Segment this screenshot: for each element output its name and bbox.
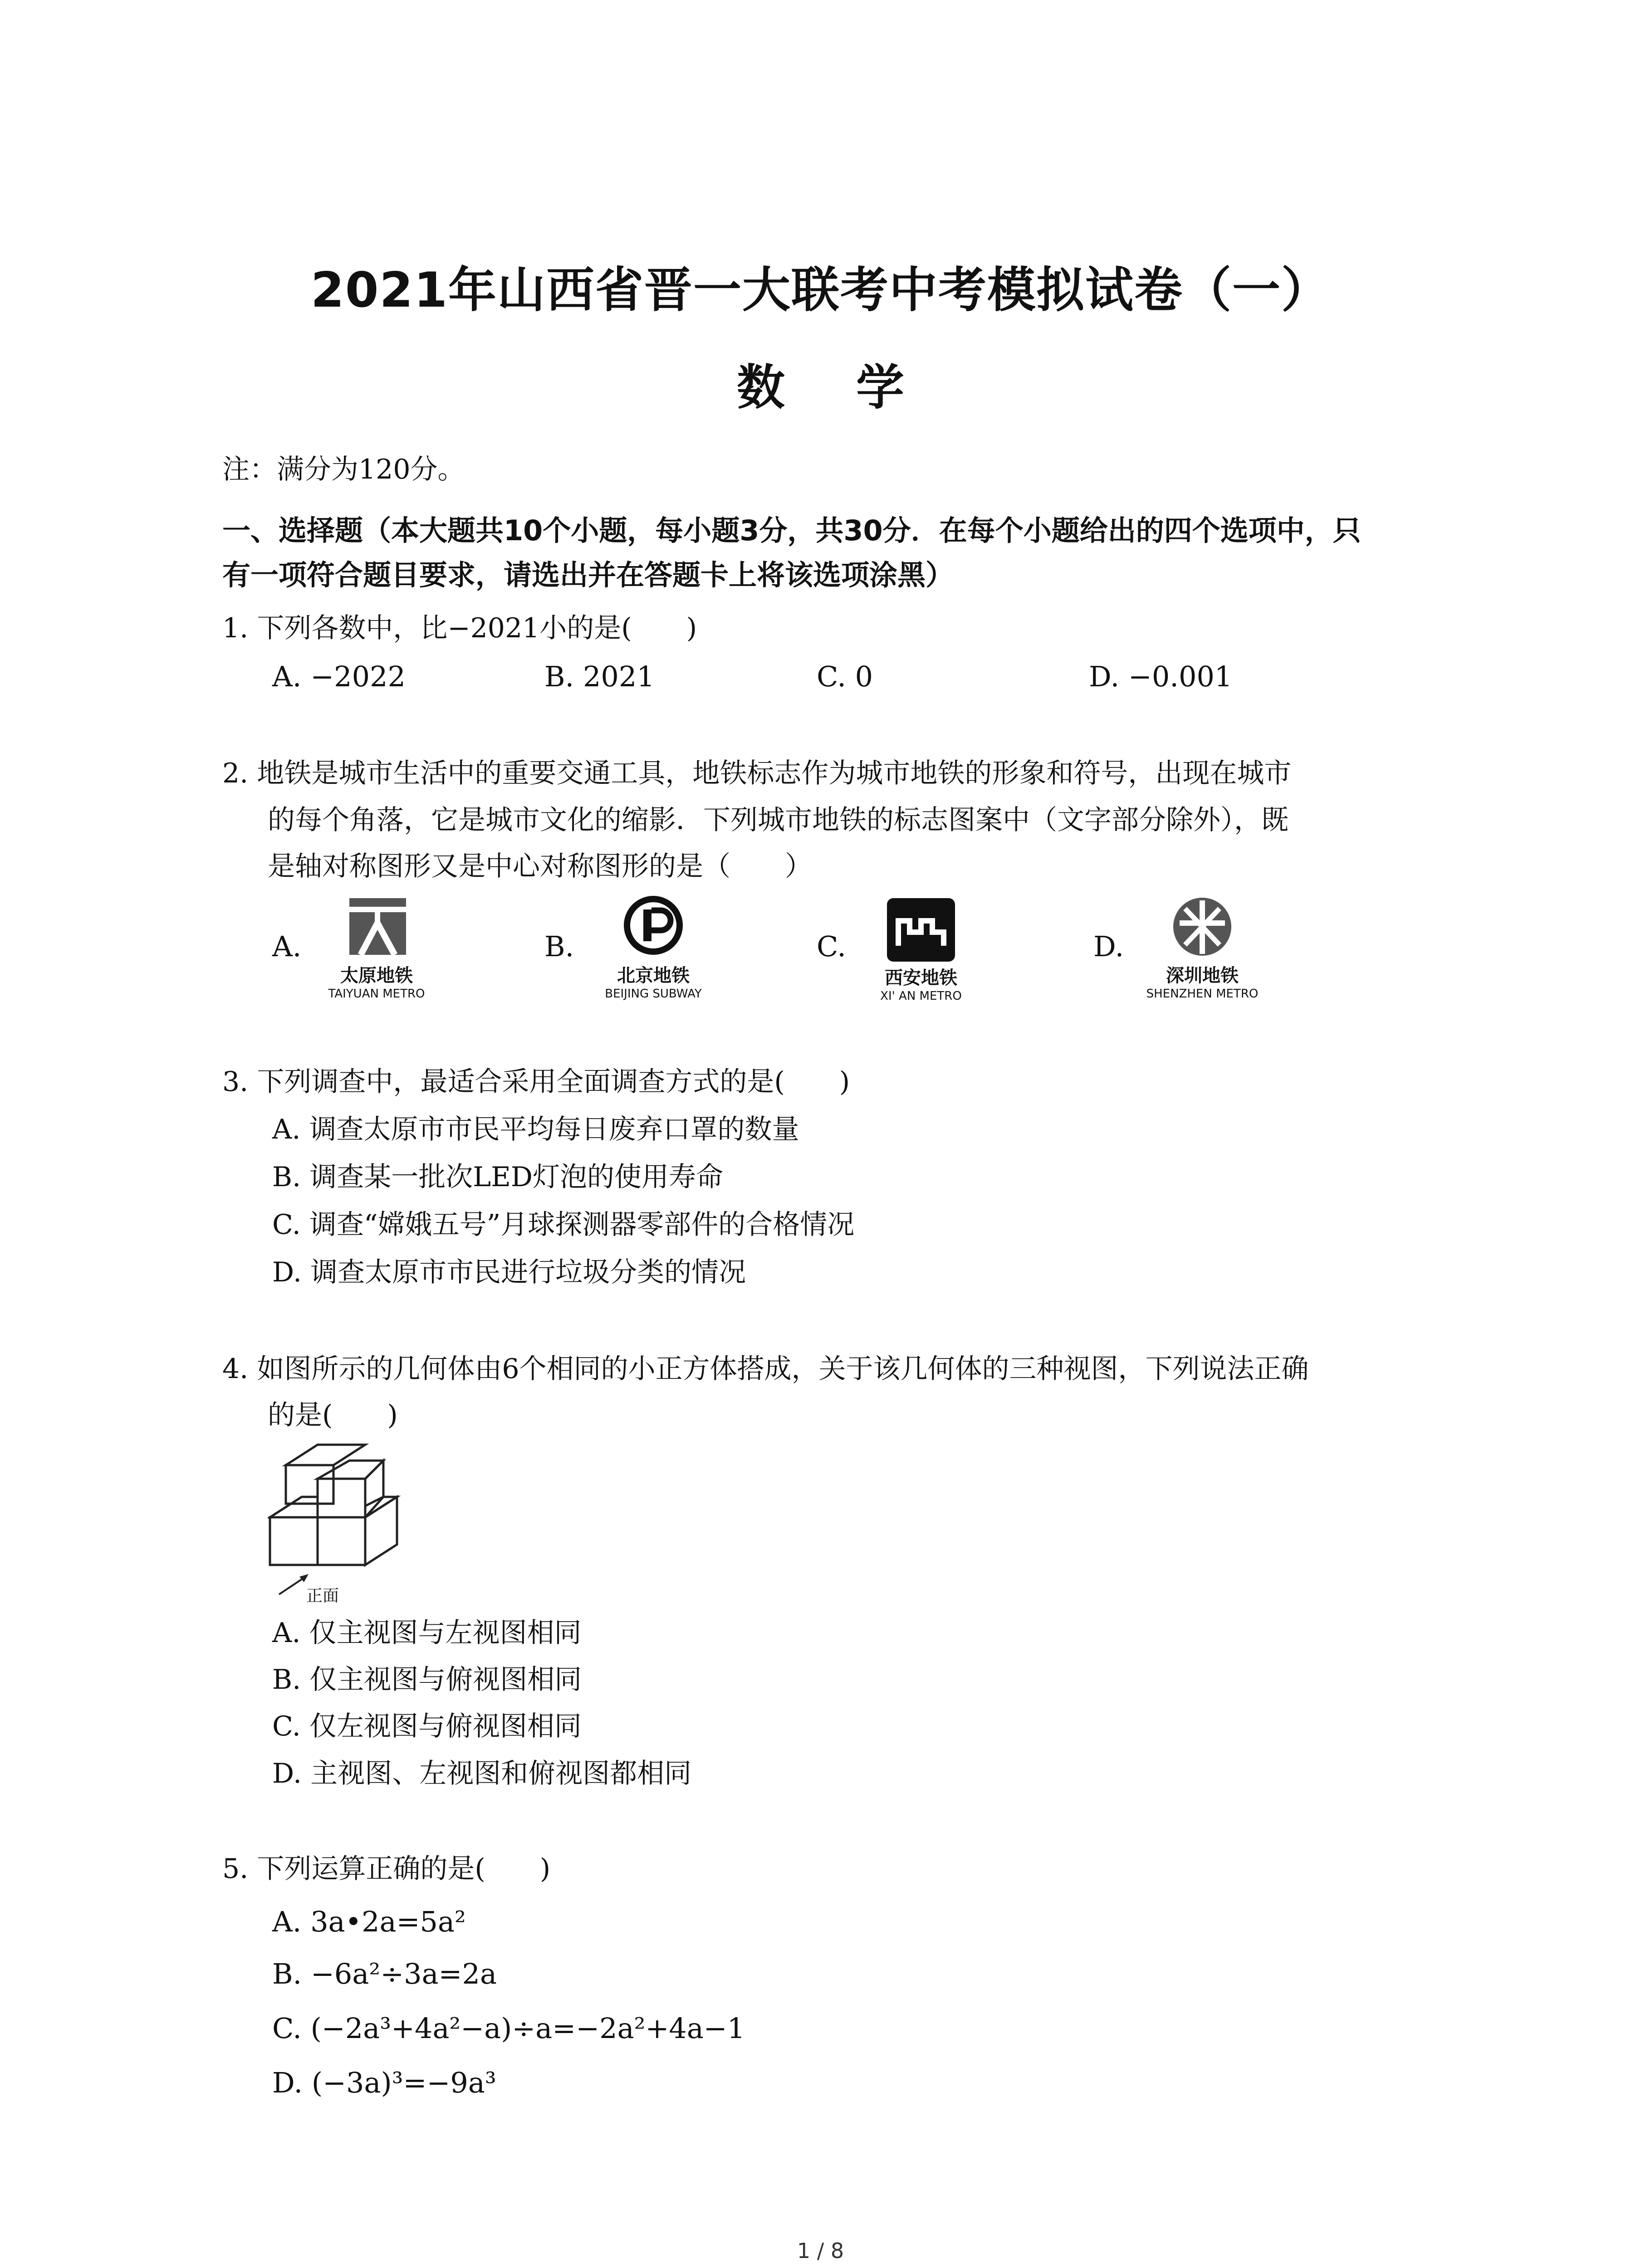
q4-option-d: D. 主视图、左视图和俯视图都相同 [272, 1758, 692, 1789]
q2-option-d-cn: 深圳地铁 [1166, 965, 1239, 986]
q3-option-c: C. 调查“嫦娥五号”月球探测器零部件的合格情况 [272, 1209, 855, 1241]
taiyuan-metro-logo-icon [318, 896, 436, 959]
section-heading-line2: 有一项符合题目要求，请选出并在答题卡上将该选项涂黑） [222, 558, 954, 591]
q3-option-a: A. 调查太原市市民平均每日废弃口罩的数量 [272, 1114, 799, 1145]
q2-option-a-cn: 太原地铁 [340, 965, 413, 986]
front-view-label: 正面 [306, 1587, 339, 1605]
q2-option-a-en: TAIYUAN METRO [328, 987, 425, 1001]
q2-stem-line2: 的每个角落，它是城市文化的缩影．下列城市地铁的标志图案中（文字部分除外），既 [268, 804, 1288, 836]
page-number: 1 / 8 [797, 2239, 844, 2263]
q2-option-d-letter: D. [1093, 930, 1124, 963]
q2-option-b-cn: 北京地铁 [617, 965, 690, 986]
q2-option-a-logo [318, 896, 436, 1000]
q2-option-c-en: XI' AN METRO [880, 989, 962, 1003]
subject-title: 数 学 [737, 360, 931, 415]
beijing-subway-logo-icon [590, 896, 717, 959]
q3-stem: 3. 下列调查中，最适合采用全面调查方式的是( ) [222, 1066, 850, 1098]
q5-option-d: D. (−3a)³=−9a³ [272, 2066, 496, 2099]
q2-option-c-cn: 西安地铁 [885, 968, 957, 988]
q4-stem-line1: 4. 如图所示的几何体由6个相同的小正方体搭成，关于该几何体的三种视图，下列说法正确 [222, 1353, 1309, 1385]
shenzhen-metro-logo-icon [1134, 896, 1270, 959]
q1-option-b: B. 2021 [544, 660, 655, 693]
q1-stem: 1. 下列各数中，比−2021小的是( ) [222, 612, 697, 644]
q2-option-b-en: BEIJING SUBWAY [605, 987, 702, 1001]
q3-option-b: B. 调查某一批次LED灯泡的使用寿命 [272, 1161, 723, 1193]
q2-option-b-letter: B. [544, 930, 574, 963]
q4-stem-line2: 的是( ) [268, 1399, 398, 1431]
q5-option-b: B. −6a²÷3a=2a [272, 1957, 497, 1990]
q1-option-c: C. 0 [817, 660, 873, 693]
exam-title: 2021年山西省晋一大联考中考模拟试卷（一） [310, 262, 1331, 318]
cube-stack-diagram [268, 1438, 413, 1610]
q3-option-d: D. 调查太原市市民进行垃圾分类的情况 [272, 1256, 746, 1288]
q2-stem-line3: 是轴对称图形又是中心对称图形的是（ ） [268, 850, 812, 882]
q2-option-a-letter: A. [272, 930, 302, 963]
q5-option-a: A. 3a•2a=5a² [272, 1905, 466, 1938]
q4-option-b: B. 仅主视图与俯视图相同 [272, 1664, 582, 1696]
q2-option-b-logo [590, 896, 717, 1000]
q5-stem: 5. 下列运算正确的是( ) [222, 1853, 551, 1885]
xian-metro-logo-icon [867, 896, 975, 962]
q2-option-c-logo [867, 896, 975, 1003]
section-heading-line1: 一、选择题（本大题共10个小题，每小题3分，共30分．在每个小题给出的四个选项中，只 [222, 514, 1361, 547]
q2-stem-line1: 2. 地铁是城市生活中的重要交通工具，地铁标志作为城市地铁的形象和符号，出现在城市 [222, 758, 1292, 789]
q2-option-c-letter: C. [817, 930, 846, 963]
q1-option-a: A. −2022 [272, 660, 406, 693]
q1-option-d: D. −0.001 [1089, 660, 1233, 693]
q2-option-d-en: SHENZHEN METRO [1146, 987, 1259, 1001]
q4-cube-figure [268, 1438, 413, 1610]
q4-option-c: C. 仅左视图与俯视图相同 [272, 1711, 582, 1742]
score-note: 注：满分为120分。 [222, 454, 465, 485]
q5-option-c: C. (−2a³+4a²−a)÷a=−2a²+4a−1 [272, 2012, 745, 2045]
q2-option-d-logo [1134, 896, 1270, 1000]
q4-option-a: A. 仅主视图与左视图相同 [272, 1617, 582, 1649]
